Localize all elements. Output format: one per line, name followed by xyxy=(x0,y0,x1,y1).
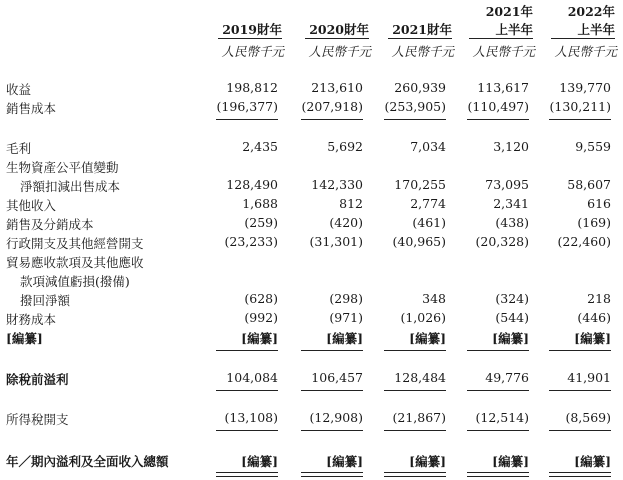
row-value: 3,120 xyxy=(493,139,529,154)
row-value: (298) xyxy=(329,291,363,306)
table-row xyxy=(0,196,623,215)
column-header-line2: 2021財年 xyxy=(392,22,452,37)
row-value: 198,812 xyxy=(226,80,278,95)
subtotal-rule xyxy=(301,390,363,391)
column-headers xyxy=(0,2,623,64)
row-value: (324) xyxy=(495,291,529,306)
row-value: [編纂] xyxy=(574,331,611,346)
subtotal-rule xyxy=(549,119,611,120)
row-value: 812 xyxy=(339,196,363,211)
row-value: (971) xyxy=(329,310,363,325)
row-label: 財務成本 xyxy=(6,312,57,327)
row-value: 142,330 xyxy=(311,177,363,192)
row-label: 銷售成本 xyxy=(6,101,57,116)
column-unit: 人民幣千元 xyxy=(221,44,284,59)
row-value: 1,688 xyxy=(242,196,278,211)
row-value: [編纂] xyxy=(241,454,278,469)
row-value: 5,692 xyxy=(327,139,363,154)
subtotal-rule xyxy=(301,350,363,351)
row-label: 所得稅開支 xyxy=(6,412,69,427)
subtotal-rule xyxy=(301,430,363,431)
row-value: (253,905) xyxy=(384,99,446,114)
row-label: 撥回淨額 xyxy=(20,293,71,308)
row-value: 41,901 xyxy=(567,370,611,385)
header-underline xyxy=(218,38,282,39)
double-underline xyxy=(467,472,529,477)
row-value: [編纂] xyxy=(409,331,446,346)
table-row xyxy=(0,80,623,99)
subtotal-rule xyxy=(384,430,446,431)
row-value: (438) xyxy=(495,215,529,230)
column-header-line2: 上半年 xyxy=(577,22,615,37)
row-value: (992) xyxy=(244,310,278,325)
row-label: [編纂] xyxy=(6,331,43,346)
subtotal-rule xyxy=(467,350,529,351)
row-value: (12,514) xyxy=(475,410,529,425)
row-value: (207,918) xyxy=(301,99,363,114)
row-value: 139,770 xyxy=(559,80,611,95)
header-underline xyxy=(388,38,452,39)
row-value: 49,776 xyxy=(485,370,529,385)
column-unit: 人民幣千元 xyxy=(472,44,535,59)
row-value: (12,908) xyxy=(309,410,363,425)
row-value: 7,034 xyxy=(410,139,446,154)
row-value: (420) xyxy=(329,215,363,230)
subtotal-rule xyxy=(384,350,446,351)
row-label: 款項減值虧損(撥備) xyxy=(20,274,130,289)
header-underline xyxy=(305,38,369,39)
row-label: 年／期內溢利及全面收入總額 xyxy=(6,454,169,469)
row-value: (40,965) xyxy=(392,234,446,249)
subtotal-rule xyxy=(216,390,278,391)
row-value: 128,484 xyxy=(394,370,446,385)
row-value: [編纂] xyxy=(326,454,363,469)
row-value: [編纂] xyxy=(492,454,529,469)
subtotal-rule xyxy=(549,430,611,431)
double-underline xyxy=(216,472,278,477)
row-value: 73,095 xyxy=(485,177,529,192)
column-header-line1: 2021年 xyxy=(485,4,533,19)
subtotal-rule xyxy=(549,350,611,351)
row-label: 生物資產公平值變動 xyxy=(6,160,119,175)
column-unit: 人民幣千元 xyxy=(554,44,617,59)
row-value: 213,610 xyxy=(311,80,363,95)
row-value: (628) xyxy=(244,291,278,306)
row-value: 2,435 xyxy=(242,139,278,154)
row-value: (446) xyxy=(577,310,611,325)
table-row xyxy=(0,139,623,158)
column-unit: 人民幣千元 xyxy=(308,44,371,59)
row-value: 170,255 xyxy=(394,177,446,192)
row-value: 2,341 xyxy=(493,196,529,211)
row-value: (23,233) xyxy=(224,234,278,249)
table-row xyxy=(0,452,623,471)
row-value: 2,774 xyxy=(410,196,446,211)
row-value: 128,490 xyxy=(226,177,278,192)
row-value: [編纂] xyxy=(574,454,611,469)
row-value: [編纂] xyxy=(409,454,446,469)
table-row xyxy=(0,158,623,177)
row-value: [編纂] xyxy=(492,331,529,346)
table-row xyxy=(0,99,623,118)
row-label: 除稅前溢利 xyxy=(6,372,69,387)
table-row xyxy=(0,310,623,329)
row-value: 9,559 xyxy=(575,139,611,154)
row-value: 106,457 xyxy=(311,370,363,385)
row-value: [編纂] xyxy=(326,331,363,346)
table-row xyxy=(0,410,623,429)
row-label: 其他收入 xyxy=(6,198,57,213)
row-label: 收益 xyxy=(6,82,32,97)
row-value: 104,084 xyxy=(226,370,278,385)
row-value: (8,569) xyxy=(565,410,611,425)
row-value: (196,377) xyxy=(216,99,278,114)
row-value: 348 xyxy=(422,291,446,306)
double-underline xyxy=(301,472,363,477)
row-label: 行政開支及其他經營開支 xyxy=(6,236,144,251)
row-value: (259) xyxy=(244,215,278,230)
table-row xyxy=(0,234,623,253)
subtotal-rule xyxy=(549,390,611,391)
row-value: (130,211) xyxy=(549,99,611,114)
table-row xyxy=(0,253,623,272)
header-underline xyxy=(469,38,533,39)
row-value: (31,301) xyxy=(309,234,363,249)
row-value: (169) xyxy=(577,215,611,230)
row-value: 113,617 xyxy=(477,80,529,95)
row-label: 銷售及分銷成本 xyxy=(6,217,94,232)
table-row xyxy=(0,329,623,348)
subtotal-rule xyxy=(384,390,446,391)
subtotal-rule xyxy=(384,119,446,120)
row-value: (20,328) xyxy=(475,234,529,249)
table-row xyxy=(0,291,623,310)
table-row xyxy=(0,272,623,291)
column-header-line2: 上半年 xyxy=(495,22,533,37)
subtotal-rule xyxy=(467,390,529,391)
row-value: 218 xyxy=(587,291,611,306)
subtotal-rule xyxy=(467,119,529,120)
row-value: (544) xyxy=(495,310,529,325)
row-value: 58,607 xyxy=(567,177,611,192)
table-row xyxy=(0,215,623,234)
row-label: 淨額扣減出售成本 xyxy=(20,179,121,194)
row-value: 260,939 xyxy=(394,80,446,95)
row-value: (461) xyxy=(412,215,446,230)
row-value: (1,026) xyxy=(400,310,446,325)
row-value: (21,867) xyxy=(392,410,446,425)
table-row xyxy=(0,370,623,389)
table-row xyxy=(0,177,623,196)
row-value: (13,108) xyxy=(224,410,278,425)
column-unit: 人民幣千元 xyxy=(391,44,454,59)
subtotal-rule xyxy=(301,119,363,120)
double-underline xyxy=(549,472,611,477)
row-value: (22,460) xyxy=(557,234,611,249)
subtotal-rule xyxy=(216,350,278,351)
column-header-line1: 2022年 xyxy=(567,4,615,19)
row-value: (110,497) xyxy=(467,99,529,114)
row-value: 616 xyxy=(587,196,611,211)
subtotal-rule xyxy=(216,119,278,120)
row-value: [編纂] xyxy=(241,331,278,346)
double-underline xyxy=(384,472,446,477)
subtotal-rule xyxy=(216,430,278,431)
column-header-line2: 2020財年 xyxy=(309,22,369,37)
column-header-line2: 2019財年 xyxy=(222,22,282,37)
row-label: 毛利 xyxy=(6,141,32,156)
row-label: 貿易應收款項及其他應收 xyxy=(6,255,144,270)
header-underline xyxy=(551,38,615,39)
subtotal-rule xyxy=(467,430,529,431)
